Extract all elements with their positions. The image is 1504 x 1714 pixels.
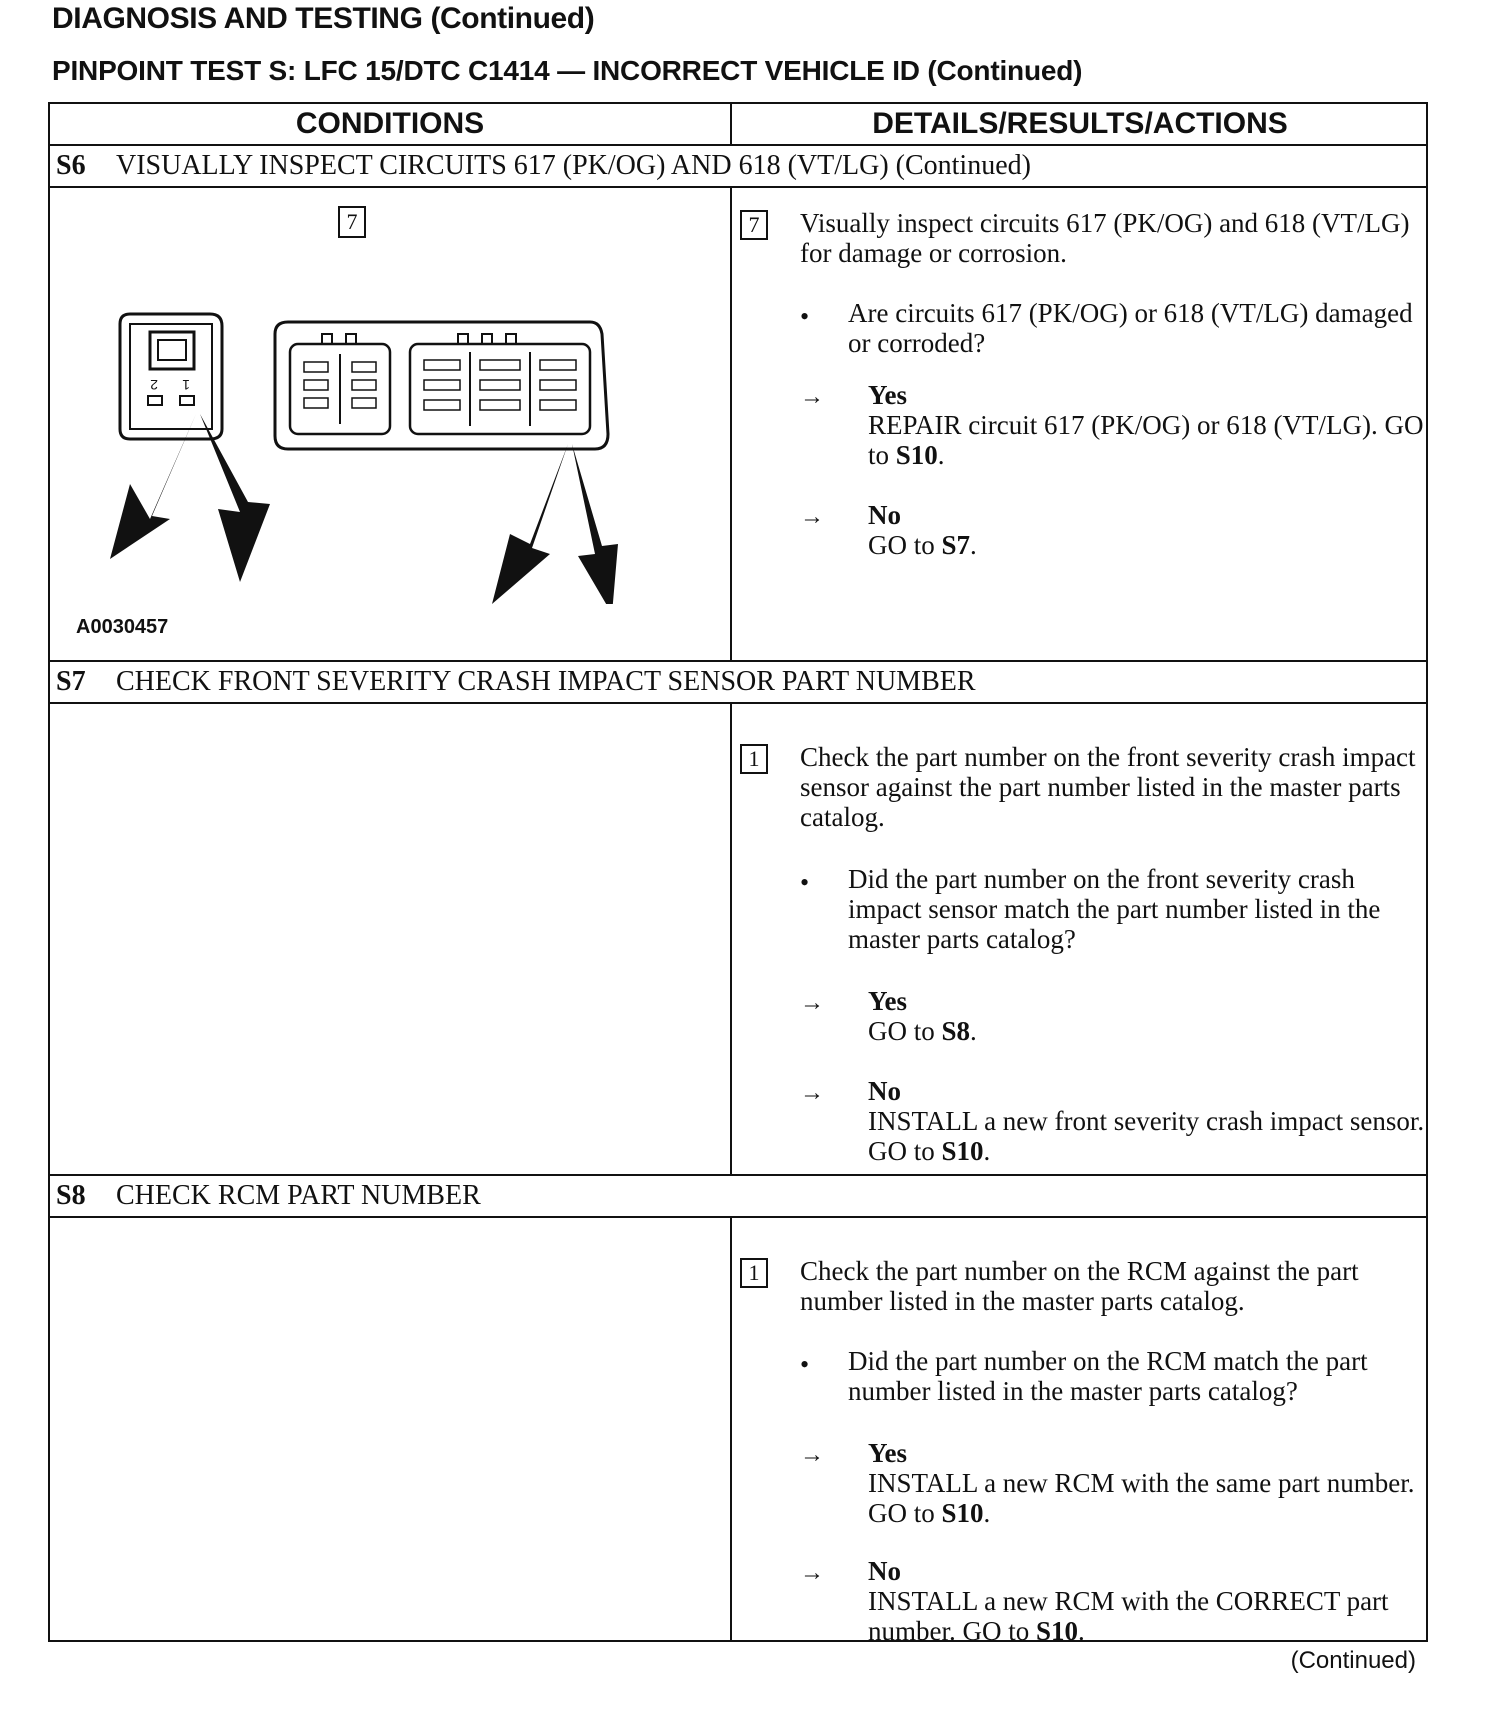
step-header-s8	[56, 1176, 481, 1216]
s6-details-cell	[740, 186, 1424, 660]
no-action: INSTALL a new RCM with the CORRECT part number. GO to S10.	[868, 1586, 1389, 1646]
pinpoint-test-table	[48, 102, 1428, 1646]
no-label: No	[868, 1556, 901, 1586]
yes-action: INSTALL a new RCM with the same part number. GO to S10.	[868, 1468, 1415, 1528]
yes-goto-step: S8	[941, 1016, 971, 1046]
step-title: CHECK RCM PART NUMBER	[116, 1180, 481, 1211]
bullet-icon: •	[800, 868, 810, 897]
arrow-icon: →	[800, 384, 824, 410]
yes-action: GO to S8.	[868, 1016, 977, 1046]
connector-pin-2: 2	[150, 377, 158, 393]
arrow-icon: →	[800, 1560, 824, 1586]
connector-figure	[90, 304, 730, 604]
step-number: S7	[56, 666, 86, 697]
inspection-arrows-icon	[110, 414, 618, 604]
step-title: VISUALLY INSPECT CIRCUITS 617 (PK/OG) AND 618 (VT/LG) (Continued)	[116, 150, 1031, 181]
s7-details-cell	[740, 702, 1425, 1174]
arrow-icon: →	[800, 504, 824, 530]
no-label: No	[868, 500, 901, 530]
yes-goto-step: S10	[941, 1498, 984, 1528]
step-header-s7	[56, 662, 976, 702]
step-number: S6	[56, 150, 86, 181]
figure-step-box: 7	[338, 206, 366, 238]
no-action: INSTALL a new front severity crash impact sensor. GO to S10.	[868, 1106, 1425, 1166]
no-label: No	[868, 1076, 901, 1106]
procedure-step-box: 1	[740, 1258, 768, 1288]
page-title: DIAGNOSIS AND TESTING (Continued)	[52, 2, 595, 35]
no-goto-step: S10	[941, 1136, 984, 1166]
step-number: S8	[56, 1180, 86, 1211]
header-divider	[730, 104, 732, 144]
yes-goto-step: S10	[895, 440, 938, 470]
question-text: Did the part number on the RCM match the part number listed in the master parts catalog?	[848, 1346, 1368, 1406]
instruction-text: Check the part number on the front severity crash impact sensor against the part number listed in the master parts catalog.	[800, 742, 1416, 832]
yes-label: Yes	[868, 1438, 907, 1468]
bullet-icon: •	[800, 1350, 810, 1379]
no-action-text: INSTALL a new RCM with the CORRECT part number. GO to	[868, 1586, 1389, 1646]
column-divider	[730, 702, 732, 1174]
pinpoint-test-title: PINPOINT TEST S: LFC 15/DTC C1414 — INCORRECT VEHICLE ID (Continued)	[52, 55, 1083, 86]
sensor-connector-icon	[120, 314, 222, 439]
rcm-module-icon	[275, 322, 608, 449]
instruction-text: Visually inspect circuits 617 (PK/OG) and 618 (VT/LG) for damage or corrosion.	[800, 208, 1410, 268]
no-action-text: GO to	[868, 530, 942, 560]
arrow-icon: →	[800, 1080, 824, 1106]
arrow-icon: →	[800, 990, 824, 1016]
arrow-icon: →	[800, 1442, 824, 1468]
column-header-conditions: CONDITIONS	[295, 107, 485, 140]
column-divider	[730, 186, 732, 660]
continued-footer: (Continued)	[1290, 1647, 1416, 1674]
yes-label: Yes	[868, 380, 907, 410]
column-header-details: DETAILS/RESULTS/ACTIONS	[872, 107, 1288, 140]
yes-action: REPAIR circuit 617 (PK/OG) or 618 (VT/LG). GO to S10.	[868, 410, 1424, 470]
figure-id: A0030457	[76, 616, 169, 638]
yes-action-text: REPAIR circuit 617 (PK/OG) or 618 (VT/LG). GO to	[868, 410, 1424, 470]
step-header-s6	[56, 146, 1031, 186]
s8-details-cell	[740, 1216, 1420, 1646]
question-text: Are circuits 617 (PK/OG) or 618 (VT/LG) damaged or corroded?	[848, 298, 1413, 358]
no-goto-step: S7	[941, 530, 971, 560]
instruction-text: Check the part number on the RCM against the part number listed in the master parts catalog.	[800, 1256, 1359, 1316]
yes-label: Yes	[868, 986, 907, 1016]
bullet-icon: •	[800, 302, 810, 331]
yes-action-text: GO to	[868, 1016, 942, 1046]
no-goto-step: S10	[1036, 1616, 1079, 1646]
step-title: CHECK FRONT SEVERITY CRASH IMPACT SENSOR PART NUMBER	[116, 666, 976, 697]
question-text: Did the part number on the front severity crash impact sensor match the part number listed in the master parts catalog?	[848, 864, 1381, 954]
no-action: GO to S7.	[868, 530, 977, 560]
procedure-step-box: 7	[740, 210, 768, 240]
column-divider	[730, 1216, 732, 1640]
procedure-step-box: 1	[740, 744, 768, 774]
yes-action-text: INSTALL a new RCM with the same part number. GO to	[868, 1468, 1415, 1528]
no-action-text: INSTALL a new front severity crash impact sensor. GO to	[868, 1106, 1425, 1166]
connector-pin-1: 1	[182, 377, 190, 393]
